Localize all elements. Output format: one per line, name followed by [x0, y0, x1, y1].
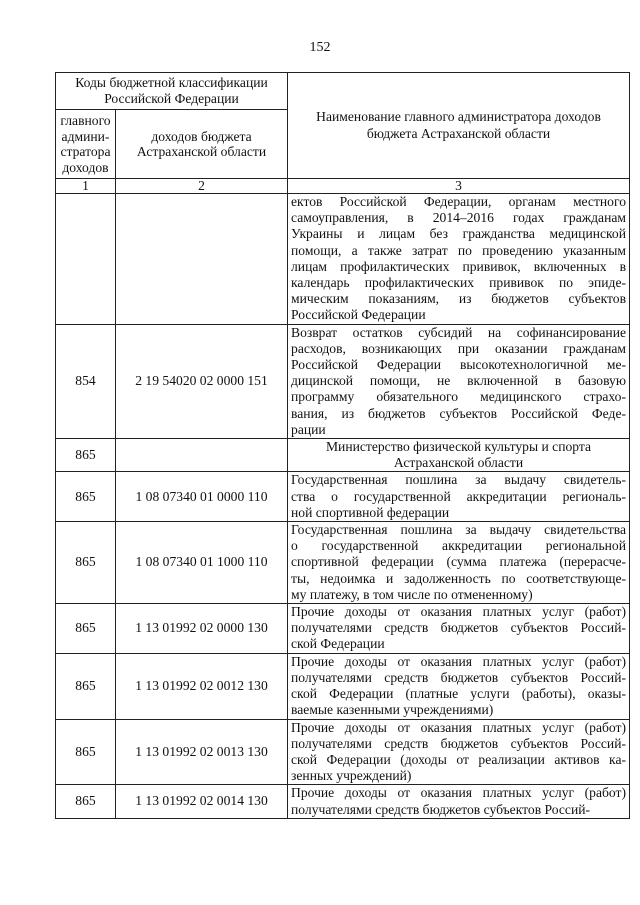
description-line: ваемые казенными учреждениями) — [291, 702, 494, 718]
description-line: Министерство физической культуры и спорта — [325, 439, 592, 455]
description-line: му платежу, в том числе по отмененному) — [291, 586, 533, 602]
description-line: Украины и лицам без гражданства медицинской — [291, 226, 627, 242]
description-line: календарь профилактических прививок по эпиде- — [291, 275, 627, 291]
admin-code-cell: 865 — [56, 604, 116, 654]
description-line: самоуправления, в 2014–2016 годах гражданам — [291, 210, 627, 226]
table-body — [56, 194, 630, 819]
description-line: ской Федерации — [291, 636, 385, 652]
description-cell — [288, 522, 630, 604]
column-number: 3 — [288, 179, 630, 194]
description-line: Возврат остатков субсидий на софинансирование — [291, 324, 627, 340]
income-code-cell: 1 13 01992 02 0014 130 — [116, 785, 288, 818]
description-line: получателями средств бюджетов субъектов Россий- — [291, 669, 627, 685]
description-cell — [288, 472, 630, 522]
table-row — [56, 604, 630, 654]
table-row — [56, 324, 630, 438]
table-row — [56, 439, 630, 472]
codes-group-header: Коды бюджетной классификации Российской Федерации — [56, 73, 288, 110]
admin-code-cell: 865 — [56, 719, 116, 785]
admin-code-cell: 865 — [56, 785, 116, 818]
income-code-cell: 1 13 01992 02 0000 130 — [116, 604, 288, 654]
description-line: Российской Федерации высокотехнологичной ме- — [291, 357, 627, 373]
budget-classification-table — [55, 72, 630, 819]
description-line: о государственной аккредитации региональной — [291, 538, 627, 554]
income-code-cell: 2 19 54020 02 0000 151 — [116, 324, 288, 438]
description-line: Прочие доходы от оказания платных услуг (работ) — [291, 653, 627, 669]
description-cell — [288, 719, 630, 785]
column-number: 1 — [56, 179, 116, 194]
admin-code-cell: 865 — [56, 472, 116, 522]
admin-column-header: главного админи- стратора доходов — [56, 110, 116, 179]
description-line: Прочие доходы от оказания платных услуг (работ) — [291, 785, 627, 801]
column-number: 2 — [116, 179, 288, 194]
description-line: мическим показаниям, из бюджетов субъектов — [291, 291, 627, 307]
income-code-cell: 1 13 01992 02 0013 130 — [116, 719, 288, 785]
description-line: Астраханской области — [393, 455, 524, 471]
name-column-header: Наименование главного администратора доходов бюджета Астраханской области — [288, 73, 630, 179]
table-row — [56, 522, 630, 604]
income-column-header: доходов бюджета Астраханской области — [116, 110, 288, 179]
description-line: Государственная пошлина за выдачу свидетельства — [291, 522, 627, 538]
description-line: лицам профилактических прививок, включенных в — [291, 258, 627, 274]
table-row — [56, 785, 630, 818]
description-line: Прочие доходы от оказания платных услуг (работ) — [291, 719, 627, 735]
description-line: Российской Федерации — [291, 307, 426, 323]
description-line: зенных учреждений) — [291, 768, 412, 784]
table-row — [56, 653, 630, 719]
income-code-cell — [116, 439, 288, 472]
table-row — [56, 719, 630, 785]
page-number: 152 — [309, 40, 331, 55]
description-line: ной спортивной федерации — [291, 504, 450, 520]
description-line: вания, из бюджетов субъектов Российской Феде- — [291, 405, 627, 421]
description-line: Государственная пошлина за выдачу свидетель- — [291, 472, 627, 488]
admin-code-cell — [56, 194, 116, 325]
description-cell — [288, 439, 630, 472]
description-line: получателями средств бюджетов субъектов Россий- — [291, 801, 591, 817]
description-line: ской Федерации (платные услуги (работы), оказы- — [291, 686, 627, 702]
description-cell — [288, 324, 630, 438]
admin-code-cell: 854 — [56, 324, 116, 438]
description-line: дицинской помощи, не включенной в базовую — [291, 373, 627, 389]
description-cell — [288, 194, 630, 325]
description-line: получателями средств бюджетов субъектов Россий- — [291, 620, 627, 636]
admin-code-cell: 865 — [56, 522, 116, 604]
income-code-cell: 1 08 07340 01 1000 110 — [116, 522, 288, 604]
admin-code-cell: 865 — [56, 439, 116, 472]
admin-code-cell: 865 — [56, 653, 116, 719]
table-row — [56, 472, 630, 522]
table-row — [56, 194, 630, 325]
description-cell — [288, 785, 630, 818]
description-line: получателями средств бюджетов субъектов Россий- — [291, 735, 627, 751]
description-line: Прочие доходы от оказания платных услуг (работ) — [291, 604, 627, 620]
description-line: ектов Российской Федерации, органам местного — [291, 194, 627, 209]
description-line: ской Федерации (доходы от реализации активов ка- — [291, 751, 627, 767]
description-line: ства о государственной аккредитации региональ- — [291, 488, 627, 504]
description-cell — [288, 604, 630, 654]
income-code-cell: 1 13 01992 02 0012 130 — [116, 653, 288, 719]
description-line: рации — [291, 421, 326, 437]
description-line: расходов, возникающих при оказании гражданам — [291, 340, 627, 356]
description-line: спортивной федерации (сумма платежа (перерасче- — [291, 554, 627, 570]
description-line: программу обязательного медицинского страхо- — [291, 389, 627, 405]
income-code-cell: 1 08 07340 01 0000 110 — [116, 472, 288, 522]
income-code-cell — [116, 194, 288, 325]
description-cell — [288, 653, 630, 719]
description-line: помощи, а также затрат по проведению указанным — [291, 242, 627, 258]
description-line: ты, недоимка и задолженность по соответствующе- — [291, 570, 627, 586]
